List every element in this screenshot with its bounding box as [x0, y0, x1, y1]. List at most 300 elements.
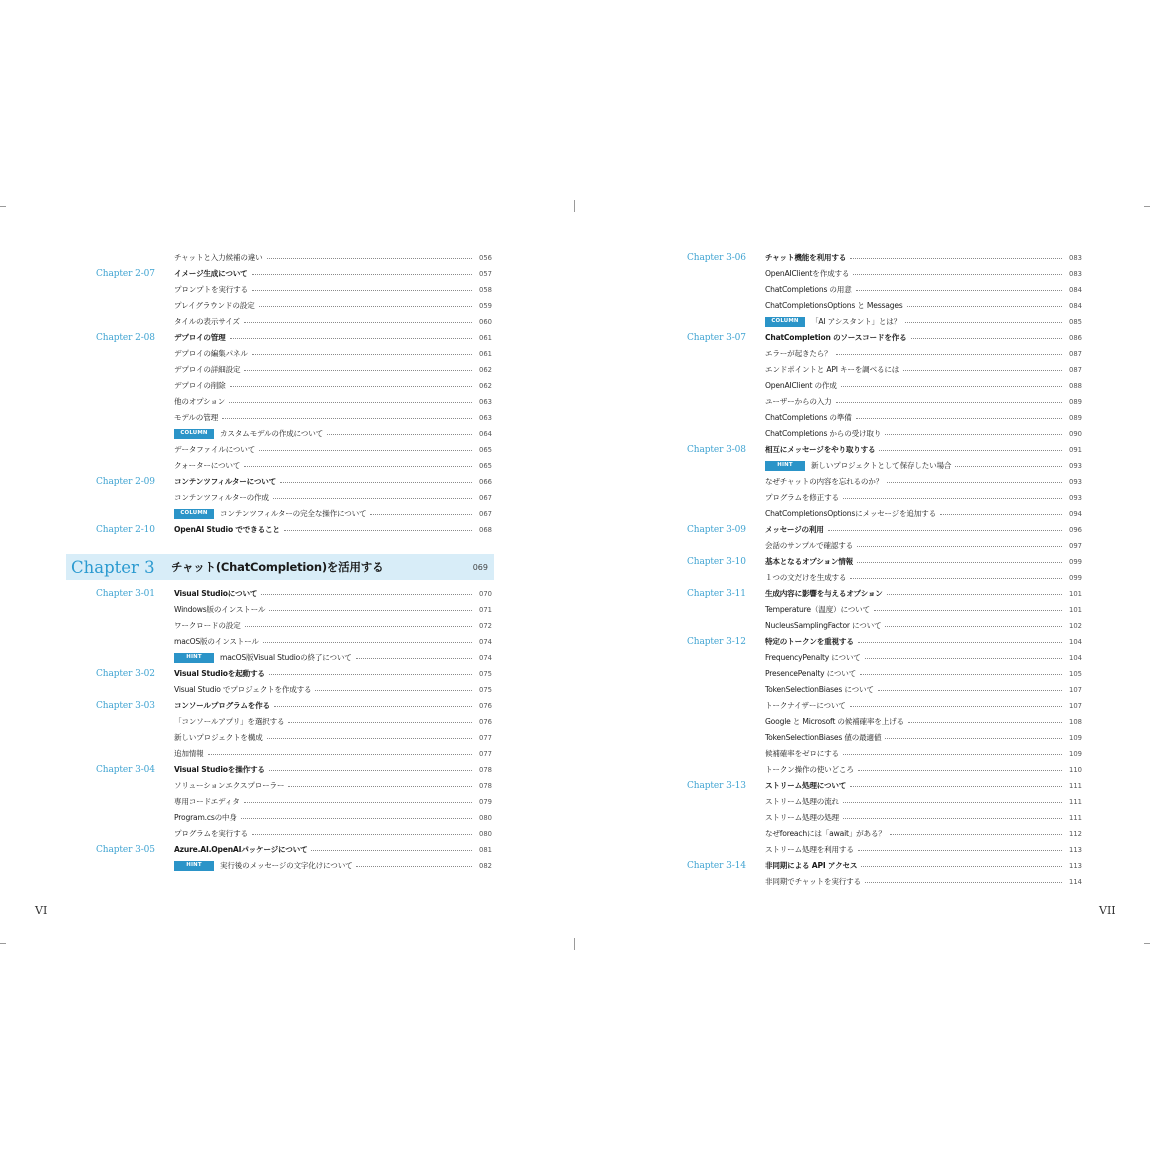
dotted-leader: [269, 610, 472, 611]
dotted-leader: [252, 274, 472, 275]
toc-page-number: 063: [479, 397, 492, 406]
toc-entry-title: エラーが起きたら？: [765, 349, 832, 359]
toc-page-number: 066: [479, 477, 492, 486]
toc-entry-title: ChatCompletions からの受け取り: [765, 429, 882, 439]
dotted-leader: [879, 450, 1062, 451]
toc-section-entry: [96, 586, 492, 602]
toc-entry-title: ストリーム処理を利用する: [765, 845, 854, 855]
toc-chapter-number: Chapter 3-14: [687, 860, 746, 871]
dotted-leader: [252, 834, 472, 835]
toc-subentry: [687, 666, 1082, 682]
toc-entry-title: Visual Studio でプロジェクトを作成する: [174, 685, 312, 695]
dotted-leader: [288, 786, 472, 787]
toc-page-number: 061: [479, 349, 492, 358]
toc-entry-title: カスタムモデルの作成について: [220, 429, 323, 439]
crop-mark: [0, 206, 6, 207]
toc-subentry: [687, 506, 1082, 522]
dotted-leader: [885, 626, 1062, 627]
toc-page-number: 071: [479, 605, 492, 614]
hint-badge: HINT: [174, 653, 214, 662]
toc-entry-title: PresencePenalty について: [765, 669, 857, 679]
toc-page-number: 077: [479, 733, 492, 742]
dotted-leader: [861, 866, 1062, 867]
toc-subentry: [687, 314, 1082, 330]
toc-page-number: 097: [1069, 541, 1082, 550]
toc-page-number: 080: [479, 813, 492, 822]
toc-page-number: 104: [1069, 637, 1082, 646]
dotted-leader: [865, 658, 1062, 659]
toc-entry-title: 会話のサンプルで確認する: [765, 541, 854, 551]
chapter-header-label: Chapter 3: [71, 557, 155, 577]
toc-section-entry: [96, 522, 492, 538]
toc-page-number: 057: [479, 269, 492, 278]
toc-page-number: 074: [479, 653, 492, 662]
dotted-leader: [843, 498, 1062, 499]
toc-entry-title: Visual Studioを起動する: [174, 669, 265, 679]
toc-entry-title: デプロイの削除: [174, 381, 226, 391]
toc-subentry: [687, 458, 1082, 474]
dotted-leader: [903, 370, 1062, 371]
toc-entry-title: プログラムを修正する: [765, 493, 839, 503]
toc-page-number: 059: [479, 301, 492, 310]
toc-page-number: 089: [1069, 397, 1082, 406]
dotted-leader: [843, 754, 1062, 755]
toc-subentry: [96, 458, 492, 474]
crop-mark: [0, 943, 6, 944]
toc-page-number: 077: [479, 749, 492, 758]
toc-subentry: [687, 826, 1082, 842]
toc-section-entry: [687, 554, 1082, 570]
toc-page-number: 109: [1069, 733, 1082, 742]
dotted-leader: [284, 530, 472, 531]
toc-chapter-number: Chapter 3-06: [687, 252, 746, 263]
toc-page-number: 072: [479, 621, 492, 630]
toc-page-number: 086: [1069, 333, 1082, 342]
toc-page-number: 102: [1069, 621, 1082, 630]
toc-entry-title: なぜチャットの内容を忘れるのか？: [765, 477, 884, 487]
dotted-leader: [955, 466, 1062, 467]
dotted-leader: [273, 498, 472, 499]
toc-page-number: 107: [1069, 685, 1082, 694]
toc-entry-title: デプロイの編集パネル: [174, 349, 248, 359]
toc-entry-title: ユーザーからの入力: [765, 397, 832, 407]
crop-mark: [1144, 943, 1150, 944]
dotted-leader: [940, 514, 1062, 515]
toc-page-number: 111: [1069, 781, 1082, 790]
dotted-leader: [907, 306, 1062, 307]
toc-subentry: [96, 298, 492, 314]
toc-subentry: [687, 282, 1082, 298]
toc-subentry: [687, 682, 1082, 698]
dotted-leader: [269, 770, 472, 771]
toc-chapter-number: Chapter 3-01: [96, 588, 155, 599]
toc-subentry: [96, 282, 492, 298]
toc-subentry: [687, 378, 1082, 394]
dotted-leader: [241, 818, 472, 819]
column-badge: COLUMN: [765, 317, 805, 326]
toc-entry-title: Visual Studioについて: [174, 589, 258, 599]
dotted-leader: [858, 642, 1062, 643]
dotted-leader: [280, 482, 472, 483]
toc-subentry: [96, 634, 492, 650]
toc-chapter-number: Chapter 3-03: [96, 700, 155, 711]
toc-section-entry: [687, 858, 1082, 874]
dotted-leader: [885, 434, 1062, 435]
toc-chapter-number: Chapter 3-07: [687, 332, 746, 343]
toc-section-entry: [687, 442, 1082, 458]
toc-entry-title: 特定のトークンを重視する: [765, 637, 854, 647]
dotted-leader: [244, 370, 472, 371]
toc-page-number: 105: [1069, 669, 1082, 678]
dotted-leader: [356, 866, 472, 867]
dotted-leader: [858, 850, 1062, 851]
toc-page-number: 093: [1069, 477, 1082, 486]
dotted-leader: [843, 802, 1062, 803]
toc-section-entry: [687, 330, 1082, 346]
toc-page-number: 110: [1069, 765, 1082, 774]
toc-page-number: 081: [479, 845, 492, 854]
toc-entry-title: OpenAIClient の作成: [765, 381, 837, 391]
toc-entry-title: 新しいプロジェクトとして保存したい場合: [811, 461, 952, 471]
dotted-leader: [856, 418, 1062, 419]
dotted-leader: [327, 434, 472, 435]
toc-section-entry: [687, 522, 1082, 538]
toc-page-number: 067: [479, 509, 492, 518]
toc-entry-title: デプロイの管理: [174, 333, 226, 343]
toc-entry-title: エンドポイントと API キーを調べるには: [765, 365, 900, 375]
dotted-leader: [311, 850, 472, 851]
toc-page-number: 088: [1069, 381, 1082, 390]
toc-page-number: 112: [1069, 829, 1082, 838]
toc-subentry: [687, 746, 1082, 762]
toc-chapter-number: Chapter 3-12: [687, 636, 746, 647]
toc-page-number: 114: [1069, 877, 1082, 886]
toc-page-number: 063: [479, 413, 492, 422]
dotted-leader: [269, 674, 472, 675]
dotted-leader: [885, 738, 1062, 739]
toc-entry-title: コンソールプログラムを作る: [174, 701, 270, 711]
toc-page-number: 068: [479, 525, 492, 534]
toc-page-number: 099: [1069, 573, 1082, 582]
toc-subentry: [687, 346, 1082, 362]
dotted-leader: [850, 258, 1062, 259]
toc-subentry: [687, 618, 1082, 634]
toc-page-number: 058: [479, 285, 492, 294]
toc-section-entry: [96, 698, 492, 714]
toc-subentry: [687, 298, 1082, 314]
toc-section-entry: [96, 266, 492, 282]
toc-entry-title: トークン操作の使いどころ: [765, 765, 854, 775]
toc-page-number: 083: [1069, 253, 1082, 262]
toc-chapter-number: Chapter 3-10: [687, 556, 746, 567]
toc-entry-title: プロンプトを実行する: [174, 285, 248, 295]
toc-chapter-number: Chapter 2-07: [96, 268, 155, 279]
dotted-leader: [244, 466, 472, 467]
toc-subentry: [96, 826, 492, 842]
toc-page-number: 109: [1069, 749, 1082, 758]
toc-page-number: 107: [1069, 701, 1082, 710]
toc-section-entry: [687, 250, 1082, 266]
toc-page-number: 094: [1069, 509, 1082, 518]
toc-entry-title: 非同期による API アクセス: [765, 861, 858, 871]
toc-entry-title: ワークロードの設定: [174, 621, 241, 631]
dotted-leader: [315, 690, 472, 691]
toc-page-number: 056: [479, 253, 492, 262]
toc-page-number: 099: [1069, 557, 1082, 566]
toc-page-number: 101: [1069, 589, 1082, 598]
toc-page-number: 062: [479, 365, 492, 374]
toc-subentry: [96, 426, 492, 442]
toc-subentry: [687, 842, 1082, 858]
toc-entry-title: ストリーム処理の流れ: [765, 797, 839, 807]
dotted-leader: [890, 834, 1062, 835]
dotted-leader: [836, 402, 1062, 403]
toc-entry-title: チャットと入力候補の違い: [174, 253, 263, 263]
toc-chapter-number: Chapter 3-02: [96, 668, 155, 679]
toc-entry-title: 新しいプロジェクトを構成: [174, 733, 263, 743]
toc-page-number: 104: [1069, 653, 1082, 662]
toc-page-number: 093: [1069, 493, 1082, 502]
toc-entry-title: Temperature（温度）について: [765, 605, 870, 615]
toc-subentry: [687, 538, 1082, 554]
toc-entry-title: コンテンツフィルターの作成: [174, 493, 269, 503]
toc-chapter-number: Chapter 3-13: [687, 780, 746, 791]
toc-page-number: 065: [479, 445, 492, 454]
column-badge: COLUMN: [174, 509, 214, 518]
toc-entry-title: タイルの表示サイズ: [174, 317, 240, 327]
toc-subentry: [96, 778, 492, 794]
toc-entry-title: イメージ生成について: [174, 269, 248, 279]
toc-entry-title: OpenAI Studio でできること: [174, 525, 280, 535]
toc-subentry: [687, 794, 1082, 810]
toc-page-number: 096: [1069, 525, 1082, 534]
toc-subentry: [96, 490, 492, 506]
dotted-leader: [259, 450, 472, 451]
dotted-leader: [245, 626, 472, 627]
toc-section-entry: [96, 762, 492, 778]
toc-chapter-number: Chapter 2-09: [96, 476, 155, 487]
toc-chapter-number: Chapter 3-05: [96, 844, 155, 855]
toc-entry-title: TokenSelectionBiases について: [765, 685, 874, 695]
dotted-leader: [856, 290, 1062, 291]
dotted-leader: [874, 610, 1062, 611]
toc-entry-title: ChatCompletionsOptions と Messages: [765, 301, 903, 311]
toc-page-number: 113: [1069, 861, 1082, 870]
toc-subentry: [687, 874, 1082, 890]
toc-section-entry: [687, 634, 1082, 650]
dotted-leader: [288, 722, 472, 723]
toc-chapter-number: Chapter 3-08: [687, 444, 746, 455]
toc-subentry: [96, 682, 492, 698]
toc-page-number: 075: [479, 669, 492, 678]
toc-subentry: [687, 762, 1082, 778]
dotted-leader: [244, 322, 472, 323]
dotted-leader: [843, 818, 1062, 819]
column-badge: COLUMN: [174, 429, 214, 438]
toc-subentry: [687, 650, 1082, 666]
toc-page-number: 101: [1069, 605, 1082, 614]
dotted-leader: [252, 290, 472, 291]
toc-page-number: 076: [479, 701, 492, 710]
toc-page-number: 082: [479, 861, 492, 870]
toc-entry-title: コンテンツフィルターについて: [174, 477, 277, 487]
toc-entry-title: FrequencyPenalty について: [765, 653, 861, 663]
dotted-leader: [267, 738, 472, 739]
toc-section-chapter-2: [96, 250, 492, 538]
toc-page-number: 070: [479, 589, 492, 598]
toc-subentry: [96, 794, 492, 810]
toc-page-number: 067: [479, 493, 492, 502]
fold-mark: [574, 200, 575, 212]
toc-page-number: 111: [1069, 813, 1082, 822]
toc-subentry: [96, 362, 492, 378]
chapter-header-title: チャット(ChatCompletion)を活用する: [171, 560, 384, 574]
toc-entry-title: 実行後のメッセージの文字化けについて: [220, 861, 353, 871]
toc-subentry: [96, 346, 492, 362]
fold-mark: [574, 938, 575, 950]
toc-subentry: [96, 410, 492, 426]
toc-entry-title: Program.csの中身: [174, 813, 237, 823]
toc-subentry: [96, 442, 492, 458]
toc-page-number: 087: [1069, 365, 1082, 374]
toc-section-entry: [687, 778, 1082, 794]
dotted-leader: [850, 578, 1062, 579]
toc-entry-title: 追加情報: [174, 749, 204, 759]
hint-badge: HINT: [765, 461, 805, 470]
toc-page-number: 074: [479, 637, 492, 646]
dotted-leader: [828, 530, 1062, 531]
toc-section-entry: [96, 842, 492, 858]
dotted-leader: [267, 258, 473, 259]
toc-entry-title: macOS版Visual Studioの終了について: [220, 653, 352, 663]
hint-badge: HINT: [174, 861, 214, 870]
toc-subentry: [96, 730, 492, 746]
toc-section-entry: [96, 474, 492, 490]
toc-page-number: 091: [1069, 445, 1082, 454]
toc-section-entry: [687, 586, 1082, 602]
left-page-toc: [96, 250, 492, 538]
dotted-leader: [857, 562, 1062, 563]
toc-entry-title: ストリーム処理の処理: [765, 813, 839, 823]
toc-entry-title: Azure.AI.OpenAIパッケージについて: [174, 845, 308, 855]
dotted-leader: [244, 802, 472, 803]
toc-entry-title: 非同期でチャットを実行する: [765, 877, 861, 887]
chapter-header-page: 069: [472, 562, 488, 572]
dotted-leader: [230, 338, 472, 339]
toc-subentry: [687, 410, 1082, 426]
chapter-3-header: [66, 554, 494, 580]
toc-entry-title: メッセージの利用: [765, 525, 824, 535]
dotted-leader: [836, 354, 1062, 355]
toc-subentry: [96, 858, 492, 874]
toc-entry-title: １つの文だけを生成する: [765, 573, 847, 583]
toc-subentry: [96, 602, 492, 618]
dotted-leader: [252, 354, 472, 355]
right-page-toc: [687, 250, 1082, 890]
toc-subentry: [687, 698, 1082, 714]
toc-subentry: [96, 394, 492, 410]
toc-page-number: 084: [1069, 285, 1082, 294]
page-number-left: VI: [35, 904, 48, 917]
toc-entry-title: OpenAIClientを作成する: [765, 269, 850, 279]
toc-page-number: 079: [479, 797, 492, 806]
toc-page-number: 093: [1069, 461, 1082, 470]
dotted-leader: [911, 338, 1062, 339]
toc-subentry: [687, 730, 1082, 746]
toc-chapter-number: Chapter 2-10: [96, 524, 155, 535]
toc-subentry: [96, 314, 492, 330]
toc-entry-title: macOS版のインストール: [174, 637, 259, 647]
toc-chapter-number: Chapter 2-08: [96, 332, 155, 343]
toc-subentry: [687, 490, 1082, 506]
toc-subentry: [687, 426, 1082, 442]
toc-page-number: 065: [479, 461, 492, 470]
toc-subentry: [96, 506, 492, 522]
toc-page-number: 080: [479, 829, 492, 838]
page-number-right: VII: [1099, 904, 1116, 917]
dotted-leader: [259, 306, 473, 307]
toc-subentry: [96, 714, 492, 730]
toc-page-number: 078: [479, 765, 492, 774]
toc-page-number: 090: [1069, 429, 1082, 438]
toc-page-number: 061: [479, 333, 492, 342]
toc-entry-title: TokenSelectionBiases 値の最適値: [765, 733, 882, 743]
dotted-leader: [850, 706, 1062, 707]
toc-subentry: [96, 618, 492, 634]
toc-page-number: 075: [479, 685, 492, 694]
toc-page-number: 062: [479, 381, 492, 390]
toc-entry-title: コンテンツフィルターの完全な操作について: [220, 509, 367, 519]
dotted-leader: [263, 642, 472, 643]
toc-entry-title: トークナイザーについて: [765, 701, 846, 711]
toc-entry-title: 相互にメッセージをやり取りする: [765, 445, 876, 455]
dotted-leader: [858, 770, 1062, 771]
toc-subentry: [96, 378, 492, 394]
crop-mark: [1144, 206, 1150, 207]
toc-subentry: [687, 570, 1082, 586]
toc-entry-title: ソリューションエクスプローラー: [174, 781, 285, 791]
toc-subentry: [687, 602, 1082, 618]
dotted-leader: [887, 594, 1062, 595]
toc-section-entry: [96, 330, 492, 346]
dotted-leader: [370, 514, 472, 515]
toc-page-number: 089: [1069, 413, 1082, 422]
toc-chapter-number: Chapter 3-04: [96, 764, 155, 775]
toc-entry-title: ChatCompletions の準備: [765, 413, 852, 423]
toc-entry-title: ChatCompletionsOptionsにメッセージを追加する: [765, 509, 936, 519]
toc-subentry: [687, 362, 1082, 378]
toc-entry-title: データファイルについて: [174, 445, 256, 455]
toc-section-entry: [96, 666, 492, 682]
toc-entry-title: 候補確率をゼロにする: [765, 749, 839, 759]
toc-entry-title: 生成内容に影響を与えるオプション: [765, 589, 883, 599]
toc-entry-title: ストリーム処理について: [765, 781, 847, 791]
toc-entry-title: 基本となるオプション情報: [765, 557, 854, 567]
toc-entry-title: チャット機能を利用する: [765, 253, 847, 263]
toc-entry-title: ChatCompletions の用意: [765, 285, 852, 295]
dotted-leader: [230, 386, 472, 387]
dotted-leader: [261, 594, 472, 595]
toc-entry-title: プログラムを実行する: [174, 829, 248, 839]
toc-page-number: 083: [1069, 269, 1082, 278]
toc-page-number: 064: [479, 429, 492, 438]
toc-chapter-number: Chapter 3-09: [687, 524, 746, 535]
toc-entry-title: プレイグラウンドの設定: [174, 301, 255, 311]
toc-subentry: [687, 714, 1082, 730]
toc-subentry: [96, 250, 492, 266]
toc-page-number: 087: [1069, 349, 1082, 358]
toc-section-chapter-3: [96, 586, 492, 874]
